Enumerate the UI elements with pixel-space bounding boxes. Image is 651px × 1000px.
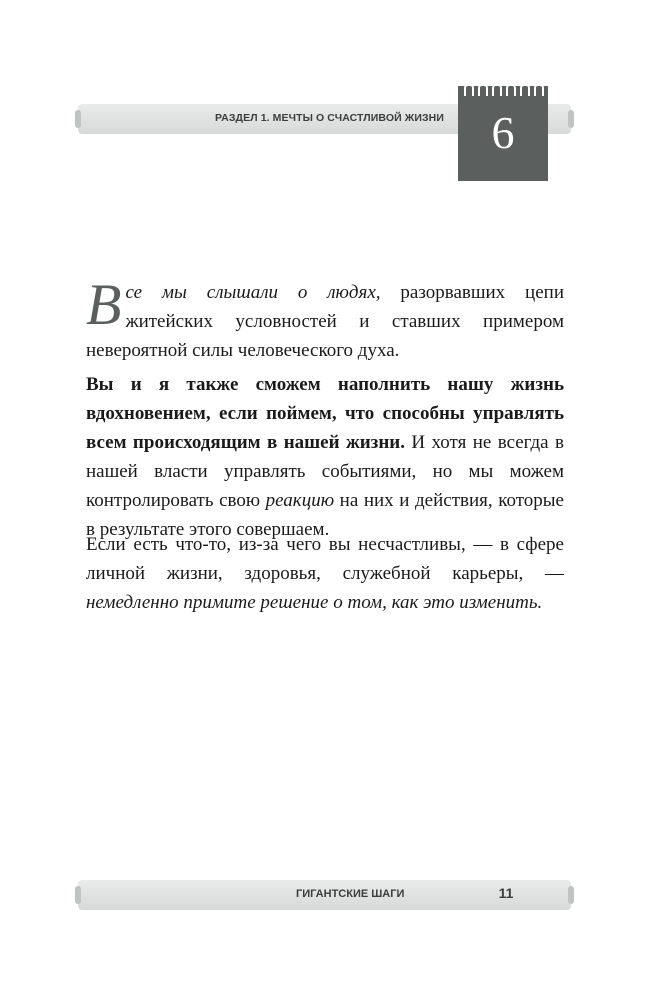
ring-icon	[534, 84, 544, 96]
paragraph-2	[86, 370, 564, 544]
book-title: ГИГАНТСКИЕ ШАГИ	[296, 888, 405, 900]
paragraph-2-italic: реакцию	[265, 490, 335, 511]
paragraph-1-text: разорвавших цепи житейских условностей и ставших примером невероятной силы человеческого духа.	[86, 282, 564, 361]
ring-icon	[520, 84, 530, 96]
section-title: РАЗДЕЛ 1. МЕЧТЫ О СЧАСТЛИВОЙ ЖИЗНИ	[214, 112, 444, 124]
page-number: 11	[498, 885, 514, 901]
chapter-number: 6	[491, 107, 515, 158]
drop-cap: В	[86, 272, 122, 337]
paragraph-3-italic: немедленно примите решение о том, как это изменить.	[86, 592, 543, 613]
paragraph-2-text-a: И хотя не всегда в нашей власти управлять событиями, но мы можем контролировать свою	[86, 432, 564, 511]
paragraph-1-italic: се мы слышали о людях,	[125, 282, 381, 303]
ring-icon	[492, 84, 502, 96]
paragraph-3-text: Если есть что-то, из-за чего вы несчастливы, — в сфере личной жизни, здоровья, служебной карьеры, —	[86, 534, 564, 584]
binder-rings-icon	[464, 84, 544, 96]
paragraph-1	[86, 272, 564, 365]
paragraph-2-text-b: на них и действия, которые в результате этого совершаем.	[86, 490, 564, 540]
paragraph-2-bold: Вы и я также сможем наполнить нашу жизнь вдохновением, если поймем, что способны управлять всем происходящим в нашей жизни.	[86, 374, 564, 453]
paragraph-3	[86, 530, 564, 617]
ring-icon	[464, 84, 474, 96]
ring-icon	[478, 84, 488, 96]
ring-icon	[506, 84, 516, 96]
